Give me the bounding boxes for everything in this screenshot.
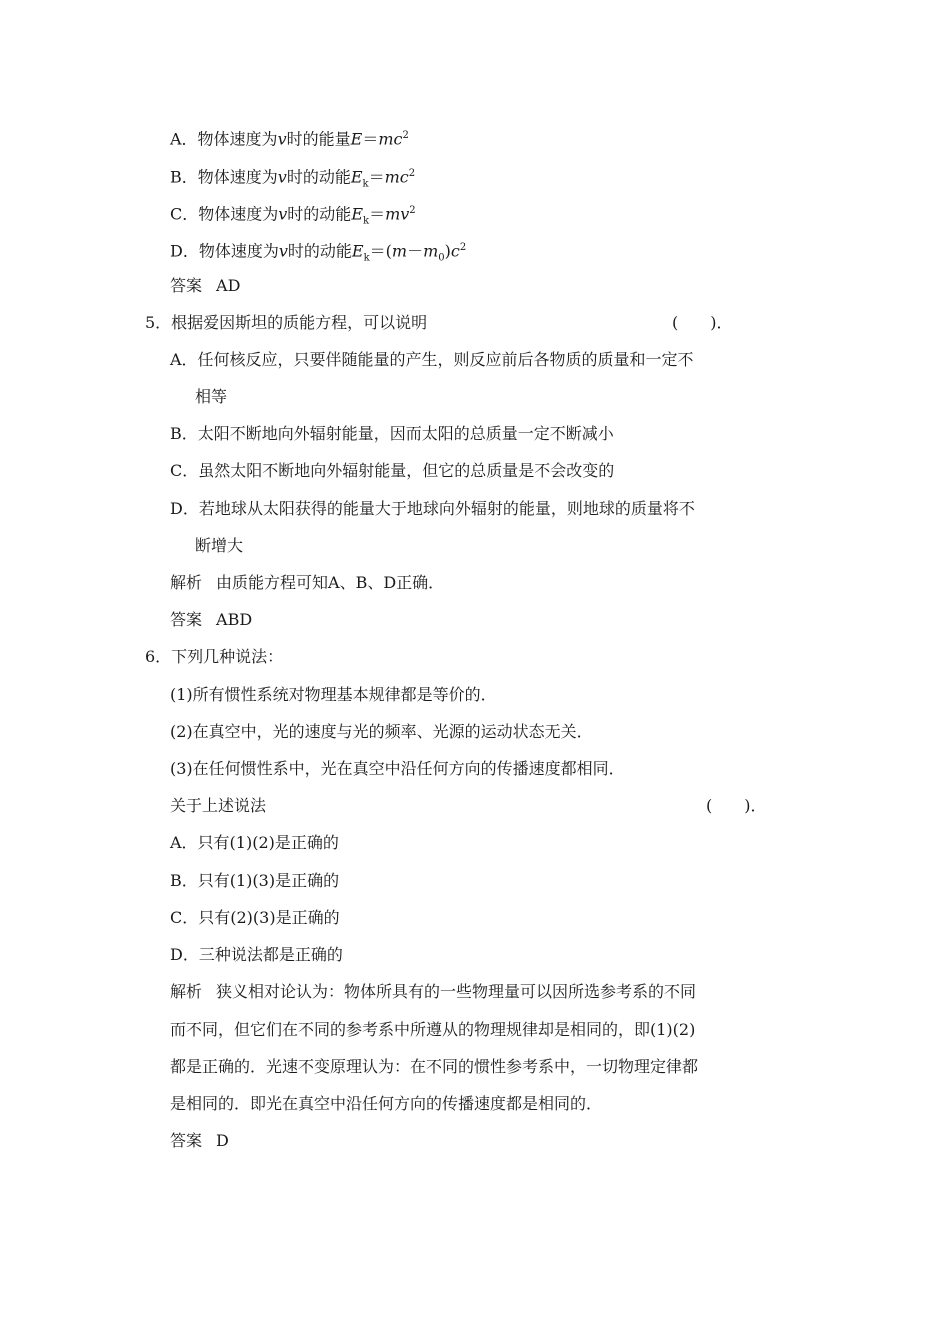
q4-option-a: A．物体速度为v时的能量$E=mc^2$ <box>170 129 409 149</box>
q6-option-b: B．只有(1)(3)是正确的 <box>170 871 340 890</box>
q6-statement-2: (2)在真空中，光的速度与光的频率、光源的运动状态无关． <box>170 722 593 741</box>
q4-option-b: B．物体速度为v时的动能$E_k=mc^2$ <box>170 167 416 190</box>
q5-option-d: D．若地球从太阳获得的能量大于地球向外辐射的能量，则地球的质量将不 <box>170 499 695 518</box>
q5-answer <box>170 610 252 630</box>
q6-analysis <box>170 982 696 1002</box>
q5-option-a: A．任何核反应，只要伴随能量的产生，则反应前后各物质的质量和一定不 <box>170 350 694 369</box>
q6-stem: 6．下列几种说法： <box>145 647 284 666</box>
q6-analysis-line4: 是相同的．即光在真空中沿任何方向的传播速度都是相同的． <box>170 1094 603 1113</box>
q4-option-c: C．物体速度为v时的动能$E_k=mv^2$ <box>170 204 416 227</box>
q6-prompt: 关于上述说法 <box>170 796 267 815</box>
q6-answer <box>170 1131 229 1151</box>
q6-statement-1: (1)所有惯性系统对物理基本规律都是等价的． <box>170 685 497 704</box>
analysis-label: 解析 <box>170 982 203 1001</box>
answer-value: ABD <box>216 610 253 629</box>
q6-analysis-line3: 都是正确的．光速不变原理认为：在不同的惯性参考系中，一切物理定律都 <box>170 1057 699 1076</box>
answer-label: 答案 <box>170 276 203 295</box>
answer-value: AD <box>216 276 241 295</box>
q5-analysis <box>170 573 444 593</box>
answer-label: 答案 <box>170 610 203 629</box>
q6-option-c: C．只有(2)(3)是正确的 <box>170 908 340 927</box>
q6-analysis-line2: 而不同，但它们在不同的参考系中所遵从的物理规律却是相同的，即(1)(2) <box>170 1020 696 1039</box>
answer-value: D <box>216 1131 229 1150</box>
q5-answer-blank: ( )． <box>672 313 733 332</box>
q4-option-d: D．物体速度为v时的动能$E_k=(m-m_0)c^2$ <box>170 241 467 264</box>
q4-answer <box>170 276 240 296</box>
analysis-text: 由质能方程可知A、B、D正确． <box>216 573 445 592</box>
q5-option-c: C．虽然太阳不断地向外辐射能量，但它的总质量是不会改变的 <box>170 461 615 480</box>
analysis-label: 解析 <box>170 573 203 592</box>
q5-option-a-cont: 相等 <box>195 387 228 406</box>
q5-option-d-cont: 断增大 <box>195 536 244 555</box>
q6-option-a: A．只有(1)(2)是正确的 <box>170 833 339 852</box>
q6-option-d: D．三种说法都是正确的 <box>170 945 343 964</box>
q6-answer-blank: ( )． <box>706 796 767 815</box>
answer-label: 答案 <box>170 1131 203 1150</box>
q5-stem: 5．根据爱因斯坦的质能方程，可以说明 <box>145 313 428 332</box>
q6-statement-3: (3)在任何惯性系中，光在真空中沿任何方向的传播速度都相同． <box>170 759 625 778</box>
analysis-text: 狭义相对论认为：物体所具有的一些物理量可以因所选参考系的不同 <box>216 982 697 1001</box>
q5-option-b: B．太阳不断地向外辐射能量，因而太阳的总质量一定不断减小 <box>170 424 614 443</box>
